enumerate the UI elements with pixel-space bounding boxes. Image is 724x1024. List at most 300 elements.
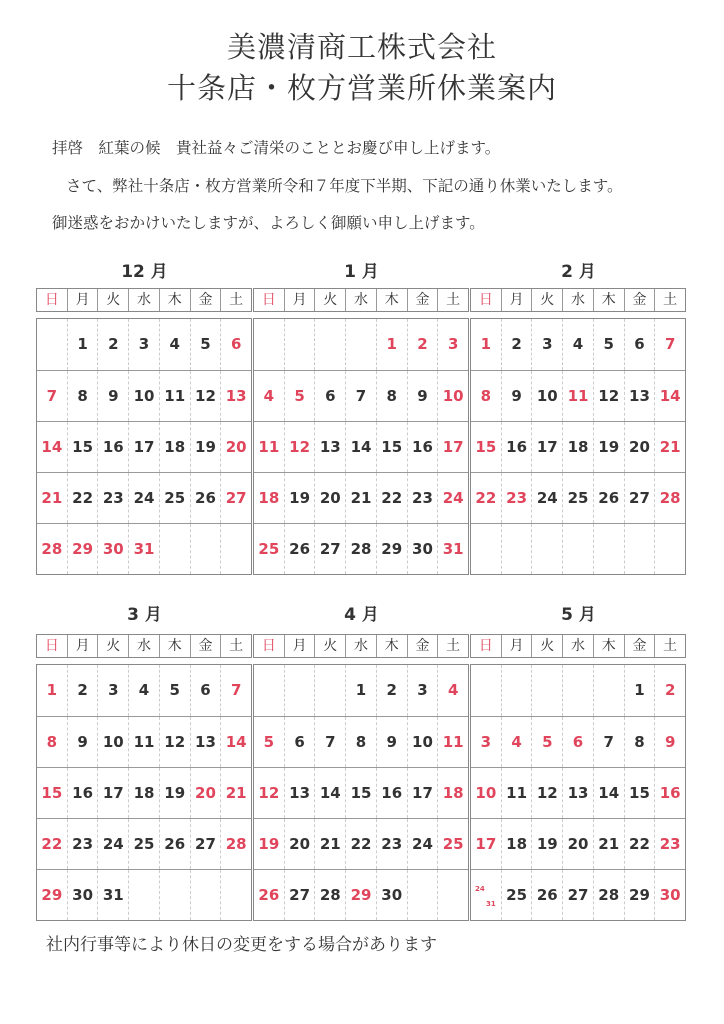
weekday-label: 日: [478, 638, 493, 654]
holiday-day-cell: 25: [258, 540, 280, 558]
day-cell: [562, 665, 593, 716]
day-cell: 6: [284, 717, 315, 767]
holiday-day-cell: 1: [46, 681, 58, 699]
weekday-label: 木: [159, 635, 190, 657]
month-title: 2 月: [561, 262, 596, 282]
week-row: [471, 716, 685, 767]
day-cell: 12: [190, 371, 221, 421]
week-row: [254, 370, 468, 421]
holiday-day-cell: 12: [284, 422, 315, 472]
holiday-day-cell: 12: [258, 784, 280, 802]
day-number: 24: [475, 885, 485, 893]
holiday-day-cell: 23: [501, 473, 532, 523]
week-row: [471, 767, 685, 818]
holiday-day-cell: 16: [654, 768, 685, 818]
holiday-day-cell: 2: [654, 665, 685, 716]
weekday-label: 火: [314, 289, 345, 311]
weekday-label: 水: [128, 635, 159, 657]
week-row: [471, 869, 685, 920]
weekday-header: [36, 634, 252, 658]
holiday-day-cell: 19: [258, 835, 280, 853]
day-cell: 14: [345, 422, 376, 472]
weekday-label: 水: [562, 635, 593, 657]
day-cell: 15: [376, 422, 407, 472]
day-cell: 25: [128, 819, 159, 869]
week-row: [37, 472, 251, 523]
day-cell: 24: [407, 819, 438, 869]
holiday-day-cell: 6: [220, 319, 251, 370]
holiday-day-cell: 9: [654, 717, 685, 767]
weekday-label: 水: [345, 635, 376, 657]
day-cell: [471, 524, 501, 574]
day-cell: 27: [314, 524, 345, 574]
week-row: [471, 818, 685, 869]
day-cell: [345, 319, 376, 370]
holiday-day-cell: 10: [475, 784, 497, 802]
day-cell: 18: [562, 422, 593, 472]
day-cell: 23: [376, 819, 407, 869]
day-cell: 10: [128, 371, 159, 421]
day-cell: [159, 870, 190, 920]
month-title: 4 月: [344, 605, 379, 625]
day-cell: 22: [67, 473, 98, 523]
day-cell: 19: [159, 768, 190, 818]
day-cell: [284, 319, 315, 370]
holiday-day-cell: 14: [41, 438, 63, 456]
week-row: [471, 472, 685, 523]
day-grid: [253, 318, 469, 575]
day-cell: 1: [67, 319, 98, 370]
holiday-day-cell: 5: [531, 717, 562, 767]
day-cell: 5: [190, 319, 221, 370]
day-cell: 2: [501, 319, 532, 370]
day-cell: [220, 524, 251, 574]
day-cell: 31: [97, 870, 128, 920]
week-row: [37, 716, 251, 767]
day-cell: 13: [562, 768, 593, 818]
day-cell: 2: [97, 319, 128, 370]
greeting-line: 拝啓 紅葉の候 貴社益々ご清栄のこととお慶び申し上げます。: [52, 139, 501, 157]
day-cell: [190, 870, 221, 920]
day-cell: [501, 524, 532, 574]
day-cell: 1: [624, 665, 655, 716]
week-row: [471, 319, 685, 370]
weekday-label: 月: [501, 289, 532, 311]
weekday-header: [253, 634, 469, 658]
weekday-label: 水: [128, 289, 159, 311]
day-cell: 24: [531, 473, 562, 523]
day-grid: [470, 318, 686, 575]
day-cell: [407, 870, 438, 920]
day-cell: 22: [624, 819, 655, 869]
month-title: 3 月: [127, 605, 162, 625]
weekday-label: 木: [593, 289, 624, 311]
holiday-day-cell: 1: [376, 319, 407, 370]
day-cell: 6: [190, 665, 221, 716]
weekday-label: 日: [478, 292, 493, 308]
weekday-label: 木: [376, 289, 407, 311]
day-cell: 19: [190, 422, 221, 472]
day-cell: 5: [159, 665, 190, 716]
day-cell: 3: [97, 665, 128, 716]
holiday-day-cell: 7: [220, 665, 251, 716]
day-cell: 16: [407, 422, 438, 472]
holiday-day-cell: 14: [654, 371, 685, 421]
week-row: [254, 665, 468, 716]
holiday-day-cell: 17: [437, 422, 468, 472]
day-cell: 22: [376, 473, 407, 523]
weekday-label: 金: [190, 635, 221, 657]
day-cell: 28: [593, 870, 624, 920]
day-cell: 15: [67, 422, 98, 472]
holiday-day-cell: 8: [480, 387, 492, 405]
day-cell: [254, 319, 284, 370]
day-cell: 8: [67, 371, 98, 421]
day-cell: 20: [562, 819, 593, 869]
day-cell: [624, 524, 655, 574]
day-cell: 4: [159, 319, 190, 370]
holiday-day-cell: 31: [437, 524, 468, 574]
day-cell: [471, 665, 501, 716]
day-cell: 19: [284, 473, 315, 523]
holiday-day-cell: 14: [220, 717, 251, 767]
day-cell: 13: [314, 422, 345, 472]
holiday-day-cell: [471, 870, 501, 920]
day-cell: 22: [345, 819, 376, 869]
holiday-day-cell: 23: [654, 819, 685, 869]
holiday-day-cell: 4: [501, 717, 532, 767]
day-cell: 28: [345, 524, 376, 574]
day-cell: [314, 319, 345, 370]
day-cell: 2: [67, 665, 98, 716]
day-cell: 14: [314, 768, 345, 818]
day-number: 31: [486, 900, 496, 908]
day-cell: 6: [624, 319, 655, 370]
company-name: 美濃清商工株式会社: [226, 30, 497, 64]
day-cell: [159, 524, 190, 574]
weekday-label: 月: [284, 635, 315, 657]
day-cell: 30: [67, 870, 98, 920]
weekday-label: 火: [531, 635, 562, 657]
day-cell: 2: [376, 665, 407, 716]
holiday-day-cell: 28: [41, 540, 63, 558]
day-cell: 17: [97, 768, 128, 818]
weekday-label: 水: [562, 289, 593, 311]
day-grid: [36, 664, 252, 921]
weekday-label: 土: [654, 289, 685, 311]
week-row: [37, 421, 251, 472]
holiday-day-cell: 29: [345, 870, 376, 920]
day-cell: 27: [190, 819, 221, 869]
day-cell: 4: [562, 319, 593, 370]
week-row: [254, 523, 468, 574]
holiday-day-cell: 20: [190, 768, 221, 818]
day-cell: 15: [345, 768, 376, 818]
week-row: [471, 665, 685, 716]
day-cell: 25: [562, 473, 593, 523]
day-grid: [36, 318, 252, 575]
weekday-label: 土: [654, 635, 685, 657]
holiday-day-cell: 27: [220, 473, 251, 523]
weekday-label: 月: [67, 635, 98, 657]
day-cell: 23: [407, 473, 438, 523]
weekday-label: 金: [624, 289, 655, 311]
weekday-label: 木: [159, 289, 190, 311]
day-cell: 10: [531, 371, 562, 421]
day-cell: [284, 665, 315, 716]
day-cell: 16: [97, 422, 128, 472]
day-cell: 1: [345, 665, 376, 716]
holiday-day-cell: 20: [220, 422, 251, 472]
day-cell: 8: [376, 371, 407, 421]
holiday-day-cell: 15: [41, 784, 63, 802]
holiday-day-cell: 15: [475, 438, 497, 456]
day-cell: 26: [593, 473, 624, 523]
day-cell: 13: [190, 717, 221, 767]
day-cell: 25: [501, 870, 532, 920]
weekday-label: 日: [44, 638, 59, 654]
holiday-day-cell: 17: [475, 835, 497, 853]
day-cell: 17: [531, 422, 562, 472]
day-cell: 18: [128, 768, 159, 818]
holiday-day-cell: 21: [41, 489, 63, 507]
weekday-label: 火: [97, 635, 128, 657]
day-cell: 30: [376, 870, 407, 920]
day-cell: 29: [624, 870, 655, 920]
month-title: 1 月: [344, 262, 379, 282]
day-cell: [314, 665, 345, 716]
day-cell: 26: [531, 870, 562, 920]
day-cell: 21: [345, 473, 376, 523]
day-cell: 21: [314, 819, 345, 869]
day-cell: 25: [159, 473, 190, 523]
day-cell: 12: [159, 717, 190, 767]
day-cell: 3: [407, 665, 438, 716]
day-cell: 29: [376, 524, 407, 574]
week-row: [471, 523, 685, 574]
day-cell: 18: [501, 819, 532, 869]
month-title: 12 月: [121, 262, 168, 282]
holiday-day-cell: 11: [437, 717, 468, 767]
apology-line: 御迷惑をおかけいたしますが、よろしく御願い申し上げます。: [52, 214, 485, 232]
weekday-label: 日: [261, 638, 276, 654]
weekday-header: [470, 634, 686, 658]
holiday-day-cell: 11: [562, 371, 593, 421]
day-cell: 28: [314, 870, 345, 920]
holiday-day-cell: 5: [284, 371, 315, 421]
day-cell: 24: [128, 473, 159, 523]
day-cell: 23: [67, 819, 98, 869]
day-cell: 7: [593, 717, 624, 767]
holiday-day-cell: 22: [475, 489, 497, 507]
holiday-day-cell: 30: [97, 524, 128, 574]
weekday-header: [253, 288, 469, 312]
holiday-day-cell: 28: [654, 473, 685, 523]
holiday-day-cell: 1: [480, 335, 492, 353]
week-row: [254, 319, 468, 370]
week-row: [254, 472, 468, 523]
day-cell: [254, 665, 284, 716]
weekday-label: 金: [407, 289, 438, 311]
day-cell: 27: [562, 870, 593, 920]
day-cell: 14: [593, 768, 624, 818]
holiday-day-cell: 29: [41, 886, 63, 904]
day-cell: [531, 665, 562, 716]
day-cell: 17: [128, 422, 159, 472]
holiday-day-cell: 29: [67, 524, 98, 574]
day-cell: 9: [376, 717, 407, 767]
day-cell: [190, 524, 221, 574]
weekday-label: 土: [220, 635, 251, 657]
day-cell: 27: [284, 870, 315, 920]
holiday-day-cell: 22: [41, 835, 63, 853]
day-cell: 18: [159, 422, 190, 472]
notice-title: 十条店・枚方営業所休業案内: [166, 71, 557, 105]
week-row: [37, 523, 251, 574]
holiday-day-cell: 3: [437, 319, 468, 370]
day-cell: [220, 870, 251, 920]
day-cell: 20: [314, 473, 345, 523]
holiday-day-cell: 4: [263, 387, 275, 405]
day-cell: 20: [284, 819, 315, 869]
day-cell: 27: [624, 473, 655, 523]
holiday-day-cell: 8: [46, 733, 58, 751]
holiday-day-cell: 4: [437, 665, 468, 716]
weekday-label: 水: [345, 289, 376, 311]
weekday-label: 木: [376, 635, 407, 657]
holiday-day-cell: 18: [258, 489, 280, 507]
day-cell: [501, 665, 532, 716]
week-row: [254, 716, 468, 767]
day-cell: [593, 665, 624, 716]
day-cell: 7: [345, 371, 376, 421]
holiday-day-cell: 18: [437, 768, 468, 818]
week-row: [37, 818, 251, 869]
week-row: [471, 370, 685, 421]
week-row: [37, 869, 251, 920]
weekday-label: 火: [97, 289, 128, 311]
day-cell: 17: [407, 768, 438, 818]
week-row: [254, 869, 468, 920]
day-cell: 9: [97, 371, 128, 421]
holiday-day-cell: 28: [220, 819, 251, 869]
weekday-label: 火: [314, 635, 345, 657]
day-cell: 8: [345, 717, 376, 767]
day-cell: 19: [531, 819, 562, 869]
day-cell: [593, 524, 624, 574]
week-row: [254, 767, 468, 818]
day-cell: 16: [501, 422, 532, 472]
holiday-day-cell: 13: [220, 371, 251, 421]
holiday-day-cell: 21: [654, 422, 685, 472]
day-cell: 11: [501, 768, 532, 818]
weekday-label: 金: [624, 635, 655, 657]
weekday-label: 日: [44, 292, 59, 308]
notice-line: さて、弊社十条店・枚方営業所令和７年度下半期、下記の通り休業いたします。: [66, 177, 623, 195]
day-cell: 3: [531, 319, 562, 370]
day-cell: 10: [407, 717, 438, 767]
holiday-day-cell: 5: [263, 733, 275, 751]
week-row: [37, 370, 251, 421]
day-cell: 13: [284, 768, 315, 818]
day-cell: 15: [624, 768, 655, 818]
weekday-label: 土: [437, 635, 468, 657]
day-cell: 9: [407, 371, 438, 421]
weekday-label: 木: [593, 635, 624, 657]
day-cell: 8: [624, 717, 655, 767]
week-row: [37, 319, 251, 370]
holiday-day-cell: 31: [128, 524, 159, 574]
day-cell: 20: [624, 422, 655, 472]
day-cell: 12: [593, 371, 624, 421]
weekday-header: [36, 288, 252, 312]
day-cell: 13: [624, 371, 655, 421]
day-cell: 24: [97, 819, 128, 869]
day-cell: 21: [593, 819, 624, 869]
day-cell: 7: [314, 717, 345, 767]
day-cell: 11: [159, 371, 190, 421]
weekday-label: 日: [261, 292, 276, 308]
day-cell: [531, 524, 562, 574]
day-cell: 19: [593, 422, 624, 472]
week-row: [471, 421, 685, 472]
day-cell: 12: [531, 768, 562, 818]
day-cell: 9: [67, 717, 98, 767]
weekday-label: 月: [501, 635, 532, 657]
weekday-label: 土: [437, 289, 468, 311]
weekday-label: 金: [407, 635, 438, 657]
weekday-header: [470, 288, 686, 312]
week-row: [37, 665, 251, 716]
weekday-label: 金: [190, 289, 221, 311]
holiday-day-cell: 26: [258, 886, 280, 904]
holiday-day-cell: 25: [437, 819, 468, 869]
week-row: [254, 421, 468, 472]
day-grid: [470, 664, 686, 921]
day-cell: [128, 870, 159, 920]
day-cell: [37, 319, 67, 370]
day-cell: 9: [501, 371, 532, 421]
footer-note: 社内行事等により休日の変更をする場合があります: [46, 935, 437, 955]
day-cell: 23: [97, 473, 128, 523]
holiday-day-cell: 7: [654, 319, 685, 370]
week-row: [254, 818, 468, 869]
day-cell: 5: [593, 319, 624, 370]
day-cell: 4: [128, 665, 159, 716]
holiday-day-cell: 6: [562, 717, 593, 767]
holiday-day-cell: 10: [437, 371, 468, 421]
week-row: [37, 767, 251, 818]
day-cell: [654, 524, 685, 574]
day-cell: 30: [407, 524, 438, 574]
day-cell: 11: [128, 717, 159, 767]
weekday-label: 月: [67, 289, 98, 311]
holiday-day-cell: 30: [654, 870, 685, 920]
day-grid: [253, 664, 469, 921]
holiday-day-cell: 7: [46, 387, 58, 405]
day-cell: 3: [128, 319, 159, 370]
weekday-label: 土: [220, 289, 251, 311]
holiday-day-cell: 2: [407, 319, 438, 370]
day-cell: 26: [190, 473, 221, 523]
day-cell: 26: [284, 524, 315, 574]
weekday-label: 月: [284, 289, 315, 311]
holiday-day-cell: 11: [258, 438, 280, 456]
day-cell: 10: [97, 717, 128, 767]
day-cell: 6: [314, 371, 345, 421]
holiday-day-cell: 21: [220, 768, 251, 818]
day-cell: 16: [67, 768, 98, 818]
